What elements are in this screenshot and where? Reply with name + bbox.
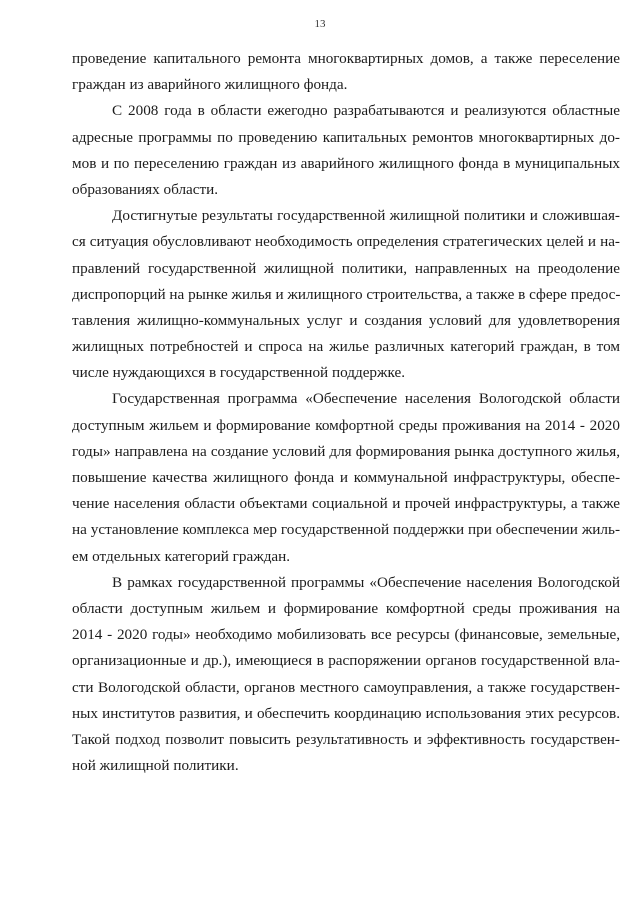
text-line: сти Вологодской области, органов местного самоуправления, а также государствен- — [72, 678, 620, 696]
text-line: адресные программы по проведению капитальных ремонтов многоквартирных до- — [72, 128, 620, 146]
text-line: организационные и др.), имеющиеся в распоряжении органов государственной вла- — [72, 652, 620, 670]
paragraph-p2 — [72, 98, 620, 203]
text-line: С 2008 года в области ежегодно разрабатываются и реализуются областные — [112, 102, 620, 120]
text-line: В рамках государственной программы «Обеспечение населения Вологодской — [112, 573, 620, 591]
text-line: повышение качества жилищного фонда и коммунальной инфраструктуры, обеспе- — [72, 469, 620, 486]
text-line: ем отдельных категорий граждан. — [72, 547, 291, 565]
text-line: жилищных потребностей и спроса на жилье различных категорий граждан, в том — [72, 338, 620, 356]
text-line: чение населения области объектами социальной и прочей инфраструктуры, а также — [72, 495, 620, 513]
text-line: образованиях области. — [72, 180, 219, 198]
text-line: ной жилищной политики. — [72, 757, 239, 775]
text-line: Государственная программа «Обеспечение населения Вологодской области — [112, 390, 620, 408]
text-line: проведение капитального ремонта многоквартирных домов, а также переселение — [72, 50, 620, 67]
text-line: правлений государственной жилищной политики, направленных на преодоление — [72, 259, 620, 277]
page-number: 13 — [314, 18, 326, 30]
text-line: Такой подход позволит повысить результативность и эффективность государствен- — [72, 730, 620, 748]
text-line: доступным жильем и формирование комфортной среды проживания на 2014 - 2020 — [72, 416, 620, 434]
text-line: на установление комплекса мер государственной поддержки при обеспечении жиль- — [72, 521, 620, 539]
paragraph-p1 — [72, 46, 620, 98]
text-line: 2014 - 2020 годы» необходимо мобилизовать все ресурсы (финансовые, земельные, — [72, 626, 620, 644]
text-line: годы» направлена на создание условий для формирования рынка доступного жилья, — [72, 442, 620, 460]
text-line: ных институтов развития, и обеспечить координацию использования этих ресурсов. — [72, 704, 620, 722]
text-line: числе нуждающихся в государственной поддержке. — [72, 364, 406, 382]
document-body-text — [72, 46, 620, 779]
text-line: тавления жилищно-коммунальных услуг и создания условий для удовлетворения — [72, 311, 620, 329]
text-line: ся ситуация обусловливают необходимость определения стратегических целей и на- — [72, 233, 620, 251]
text-line: области доступным жильем и формирование комфортной среды проживания на — [72, 599, 620, 617]
paragraph-p4 — [72, 386, 620, 569]
text-line: граждан из аварийного жилищного фонда. — [72, 76, 348, 94]
text-line: диспропорций на рынке жилья и жилищного строительства, а также в сфере предос- — [72, 285, 620, 303]
paragraph-p3 — [72, 203, 620, 386]
text-line: Достигнутые результаты государственной жилищной политики и сложившая- — [112, 207, 620, 225]
text-line: мов и по переселению граждан из аварийного жилищного фонда в муниципальных — [72, 154, 620, 172]
paragraph-p5 — [72, 570, 620, 780]
